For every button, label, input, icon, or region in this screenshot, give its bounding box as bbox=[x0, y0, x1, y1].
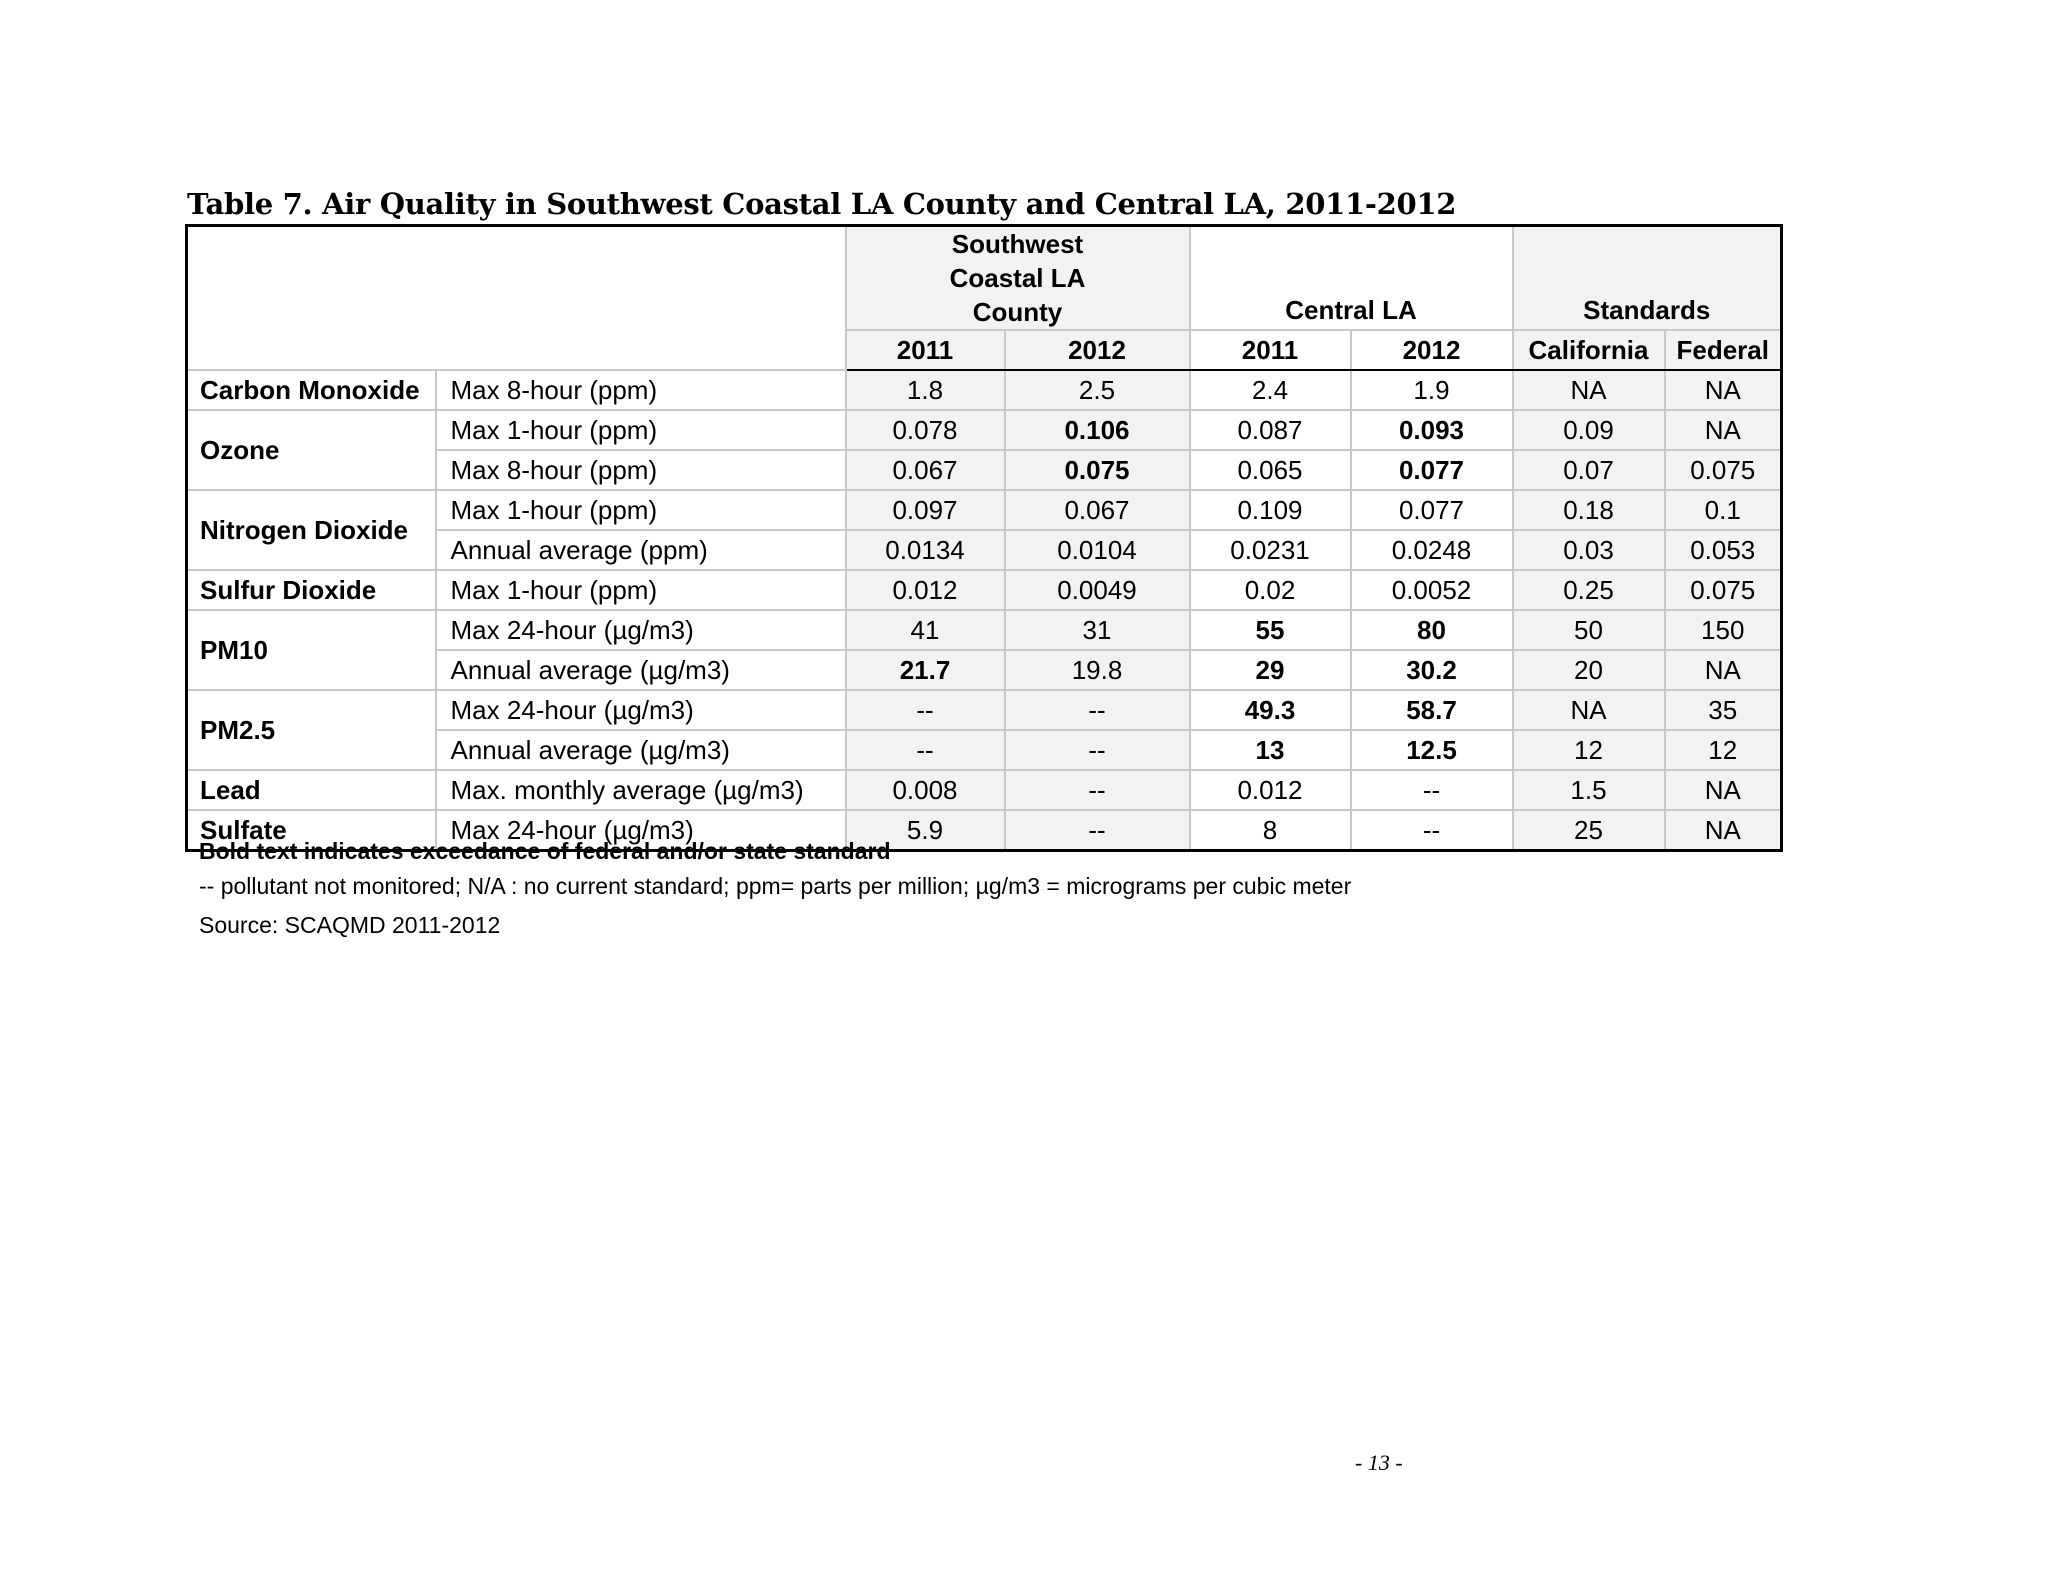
pollutant-cell: Carbon Monoxide bbox=[187, 370, 436, 410]
value-cell: 8 bbox=[1190, 810, 1351, 851]
value-cell: 0.008 bbox=[846, 770, 1005, 810]
header-row-groups bbox=[187, 226, 1782, 331]
header-standards: Standards bbox=[1513, 226, 1782, 331]
measure-cell: Max 24-hour (µg/m3) bbox=[436, 690, 846, 730]
value-cell: 2.5 bbox=[1005, 370, 1190, 410]
page-number: - 13 - bbox=[1355, 1450, 1403, 1475]
value-cell: 0.0134 bbox=[846, 530, 1005, 570]
value-cell: 58.7 bbox=[1351, 690, 1513, 730]
value-cell: 19.8 bbox=[1005, 650, 1190, 690]
value-cell: 12 bbox=[1513, 730, 1665, 770]
value-cell: 0.078 bbox=[846, 410, 1005, 450]
value-cell: -- bbox=[1351, 810, 1513, 851]
value-cell: 0.02 bbox=[1190, 570, 1351, 610]
value-cell: 0.087 bbox=[1190, 410, 1351, 450]
value-cell: 0.03 bbox=[1513, 530, 1665, 570]
abbreviations-note: -- pollutant not monitored; N/A : no current standard; ppm= parts per million; µg/m3 = micrograms per cubic meter bbox=[199, 873, 1352, 899]
value-cell: 150 bbox=[1665, 610, 1782, 650]
value-cell: NA bbox=[1665, 810, 1782, 851]
value-cell: 0.075 bbox=[1665, 570, 1782, 610]
value-cell: NA bbox=[1665, 770, 1782, 810]
value-cell: 25 bbox=[1513, 810, 1665, 851]
pollutant-cell: Nitrogen Dioxide bbox=[187, 490, 436, 570]
value-cell: 0.09 bbox=[1513, 410, 1665, 450]
value-cell: -- bbox=[846, 690, 1005, 730]
header-central-2011: 2011 bbox=[1190, 330, 1351, 370]
value-cell: 0.18 bbox=[1513, 490, 1665, 530]
value-cell: 0.1 bbox=[1665, 490, 1782, 530]
header-sw-2012: 2012 bbox=[1005, 330, 1190, 370]
value-cell: 0.07 bbox=[1513, 450, 1665, 490]
value-cell: 49.3 bbox=[1190, 690, 1351, 730]
measure-cell: Max 24-hour (µg/m3) bbox=[436, 610, 846, 650]
value-cell: 0.0052 bbox=[1351, 570, 1513, 610]
measure-cell: Max 1-hour (ppm) bbox=[436, 490, 846, 530]
value-cell: 12.5 bbox=[1351, 730, 1513, 770]
value-cell: -- bbox=[1005, 730, 1190, 770]
table-title: Table 7. Air Quality in Southwest Coastal LA County and Central LA, 2011-2012 bbox=[187, 187, 1457, 221]
value-cell: 0.106 bbox=[1005, 410, 1190, 450]
value-cell: -- bbox=[1351, 770, 1513, 810]
table-row bbox=[187, 610, 1782, 650]
value-cell: 31 bbox=[1005, 610, 1190, 650]
header-federal: Federal bbox=[1665, 330, 1782, 370]
value-cell: 29 bbox=[1190, 650, 1351, 690]
table-row bbox=[187, 490, 1782, 530]
value-cell: NA bbox=[1665, 370, 1782, 410]
value-cell: 35 bbox=[1665, 690, 1782, 730]
value-cell: 0.097 bbox=[846, 490, 1005, 530]
value-cell: 0.077 bbox=[1351, 450, 1513, 490]
table-row bbox=[187, 690, 1782, 730]
value-cell: NA bbox=[1665, 650, 1782, 690]
value-cell: -- bbox=[1005, 770, 1190, 810]
measure-cell: Max 24-hour (µg/m3) bbox=[436, 810, 846, 851]
value-cell: 55 bbox=[1190, 610, 1351, 650]
air-quality-table bbox=[185, 224, 1783, 852]
pollutant-cell: Ozone bbox=[187, 410, 436, 490]
value-cell: 80 bbox=[1351, 610, 1513, 650]
value-cell: NA bbox=[1665, 410, 1782, 450]
value-cell: 1.5 bbox=[1513, 770, 1665, 810]
value-cell: -- bbox=[846, 730, 1005, 770]
value-cell: 0.25 bbox=[1513, 570, 1665, 610]
value-cell: 0.012 bbox=[1190, 770, 1351, 810]
header-blank bbox=[187, 226, 846, 371]
measure-cell: Annual average (ppm) bbox=[436, 530, 846, 570]
value-cell: 20 bbox=[1513, 650, 1665, 690]
value-cell: -- bbox=[1005, 690, 1190, 730]
measure-cell: Max 1-hour (ppm) bbox=[436, 570, 846, 610]
value-cell: 0.0231 bbox=[1190, 530, 1351, 570]
value-cell: 0.053 bbox=[1665, 530, 1782, 570]
value-cell: 0.0049 bbox=[1005, 570, 1190, 610]
value-cell: 2.4 bbox=[1190, 370, 1351, 410]
table-row bbox=[187, 570, 1782, 610]
value-cell: 0.0248 bbox=[1351, 530, 1513, 570]
value-cell: 50 bbox=[1513, 610, 1665, 650]
value-cell: 1.9 bbox=[1351, 370, 1513, 410]
header-southwest-coastal: Southwest Coastal LA County bbox=[846, 226, 1190, 331]
value-cell: NA bbox=[1513, 370, 1665, 410]
pollutant-cell: PM10 bbox=[187, 610, 436, 690]
header-sw-2011: 2011 bbox=[846, 330, 1005, 370]
table-row bbox=[187, 370, 1782, 410]
value-cell: 21.7 bbox=[846, 650, 1005, 690]
value-cell: 0.093 bbox=[1351, 410, 1513, 450]
value-cell: 0.065 bbox=[1190, 450, 1351, 490]
value-cell: 41 bbox=[846, 610, 1005, 650]
source-note: Source: SCAQMD 2011-2012 bbox=[199, 912, 501, 938]
table-row bbox=[187, 770, 1782, 810]
pollutant-cell: PM2.5 bbox=[187, 690, 436, 770]
measure-cell: Max. monthly average (µg/m3) bbox=[436, 770, 846, 810]
header-central-2012: 2012 bbox=[1351, 330, 1513, 370]
value-cell: 12 bbox=[1665, 730, 1782, 770]
table-row bbox=[187, 410, 1782, 450]
value-cell: 5.9 bbox=[846, 810, 1005, 851]
value-cell: 30.2 bbox=[1351, 650, 1513, 690]
measure-cell: Max 1-hour (ppm) bbox=[436, 410, 846, 450]
value-cell: 0.067 bbox=[1005, 490, 1190, 530]
header-california: California bbox=[1513, 330, 1665, 370]
value-cell: 0.077 bbox=[1351, 490, 1513, 530]
value-cell: 13 bbox=[1190, 730, 1351, 770]
pollutant-cell: Sulfate bbox=[187, 810, 436, 851]
pollutant-cell: Lead bbox=[187, 770, 436, 810]
value-cell: 0.012 bbox=[846, 570, 1005, 610]
measure-cell: Annual average (µg/m3) bbox=[436, 730, 846, 770]
value-cell: 0.109 bbox=[1190, 490, 1351, 530]
value-cell: 0.067 bbox=[846, 450, 1005, 490]
value-cell: 1.8 bbox=[846, 370, 1005, 410]
measure-cell: Max 8-hour (ppm) bbox=[436, 370, 846, 410]
value-cell: 0.075 bbox=[1005, 450, 1190, 490]
value-cell: -- bbox=[1005, 810, 1190, 851]
measure-cell: Max 8-hour (ppm) bbox=[436, 450, 846, 490]
measure-cell: Annual average (µg/m3) bbox=[436, 650, 846, 690]
value-cell: 0.075 bbox=[1665, 450, 1782, 490]
header-central-la: Central LA bbox=[1190, 226, 1513, 331]
pollutant-cell: Sulfur Dioxide bbox=[187, 570, 436, 610]
value-cell: NA bbox=[1513, 690, 1665, 730]
bold-exceedance-note: Bold text indicates exceedance of federal and/or state standard bbox=[199, 838, 891, 864]
value-cell: 0.0104 bbox=[1005, 530, 1190, 570]
